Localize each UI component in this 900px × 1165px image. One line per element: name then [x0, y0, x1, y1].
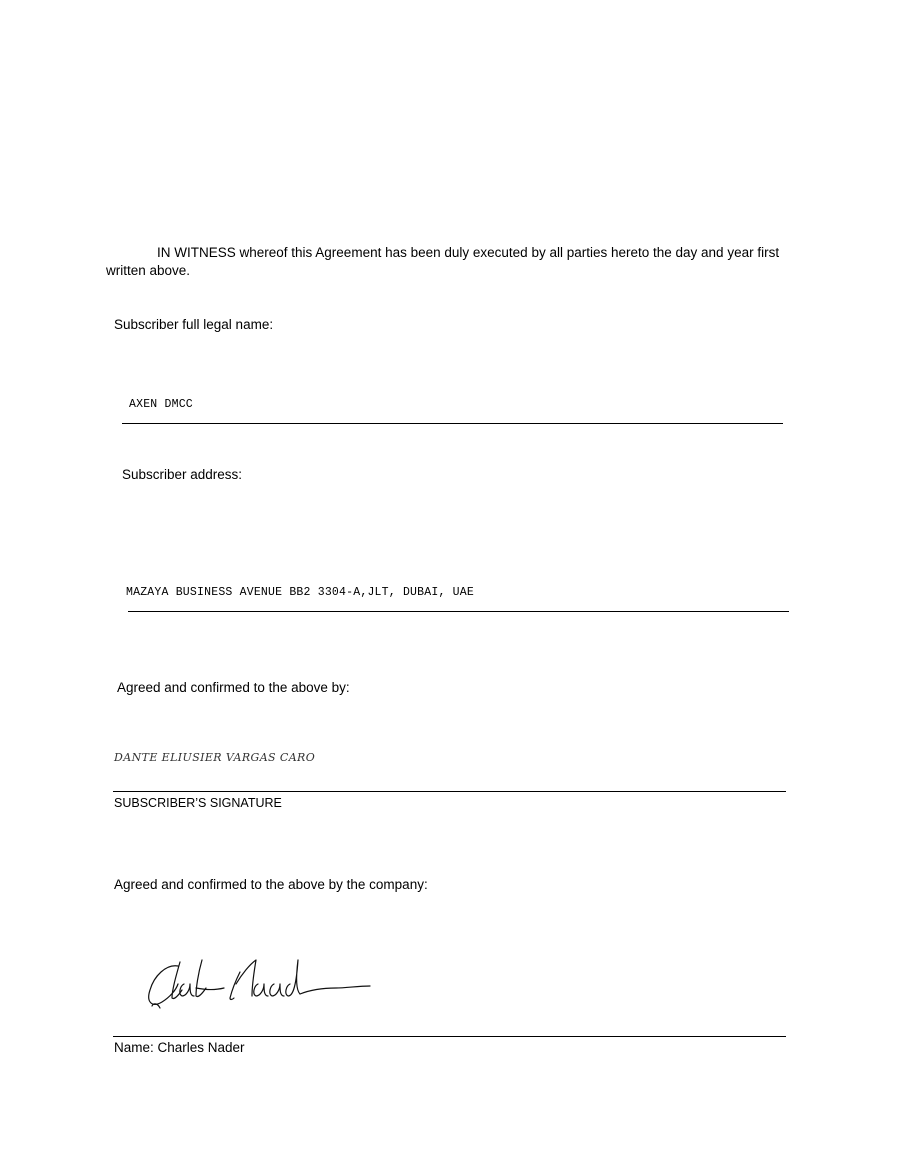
subscriber-signature-line — [113, 791, 786, 792]
subscriber-name-line — [122, 423, 783, 424]
company-confirmation-label: Agreed and confirmed to the above by the company: — [114, 877, 428, 892]
subscriber-address-line — [128, 611, 789, 612]
company-signer-name: Name: Charles Nader — [114, 1040, 245, 1055]
subscriber-name-label: Subscriber full legal name: — [114, 317, 274, 332]
subscriber-name-value: AXEN DMCC — [129, 398, 193, 411]
company-signature-line — [113, 1036, 786, 1037]
company-signature-image — [140, 950, 380, 1016]
witness-paragraph — [106, 244, 786, 280]
subscriber-handwritten-name: DANTE ELIUSIER VARGAS CARO — [114, 751, 316, 764]
subscriber-address-value: MAZAYA BUSINESS AVENUE BB2 3304-A,JLT, DUBAI, UAE — [126, 586, 474, 599]
subscriber-address-label: Subscriber address: — [122, 467, 243, 482]
witness-line-2: written above. — [106, 263, 191, 278]
witness-line-1: IN WITNESS whereof this Agreement has been duly executed by all parties hereto the day and year first — [157, 245, 780, 260]
subscriber-confirmation-label: Agreed and confirmed to the above by: — [117, 680, 350, 695]
subscriber-signature-caption: SUBSCRIBER’S SIGNATURE — [114, 796, 282, 810]
